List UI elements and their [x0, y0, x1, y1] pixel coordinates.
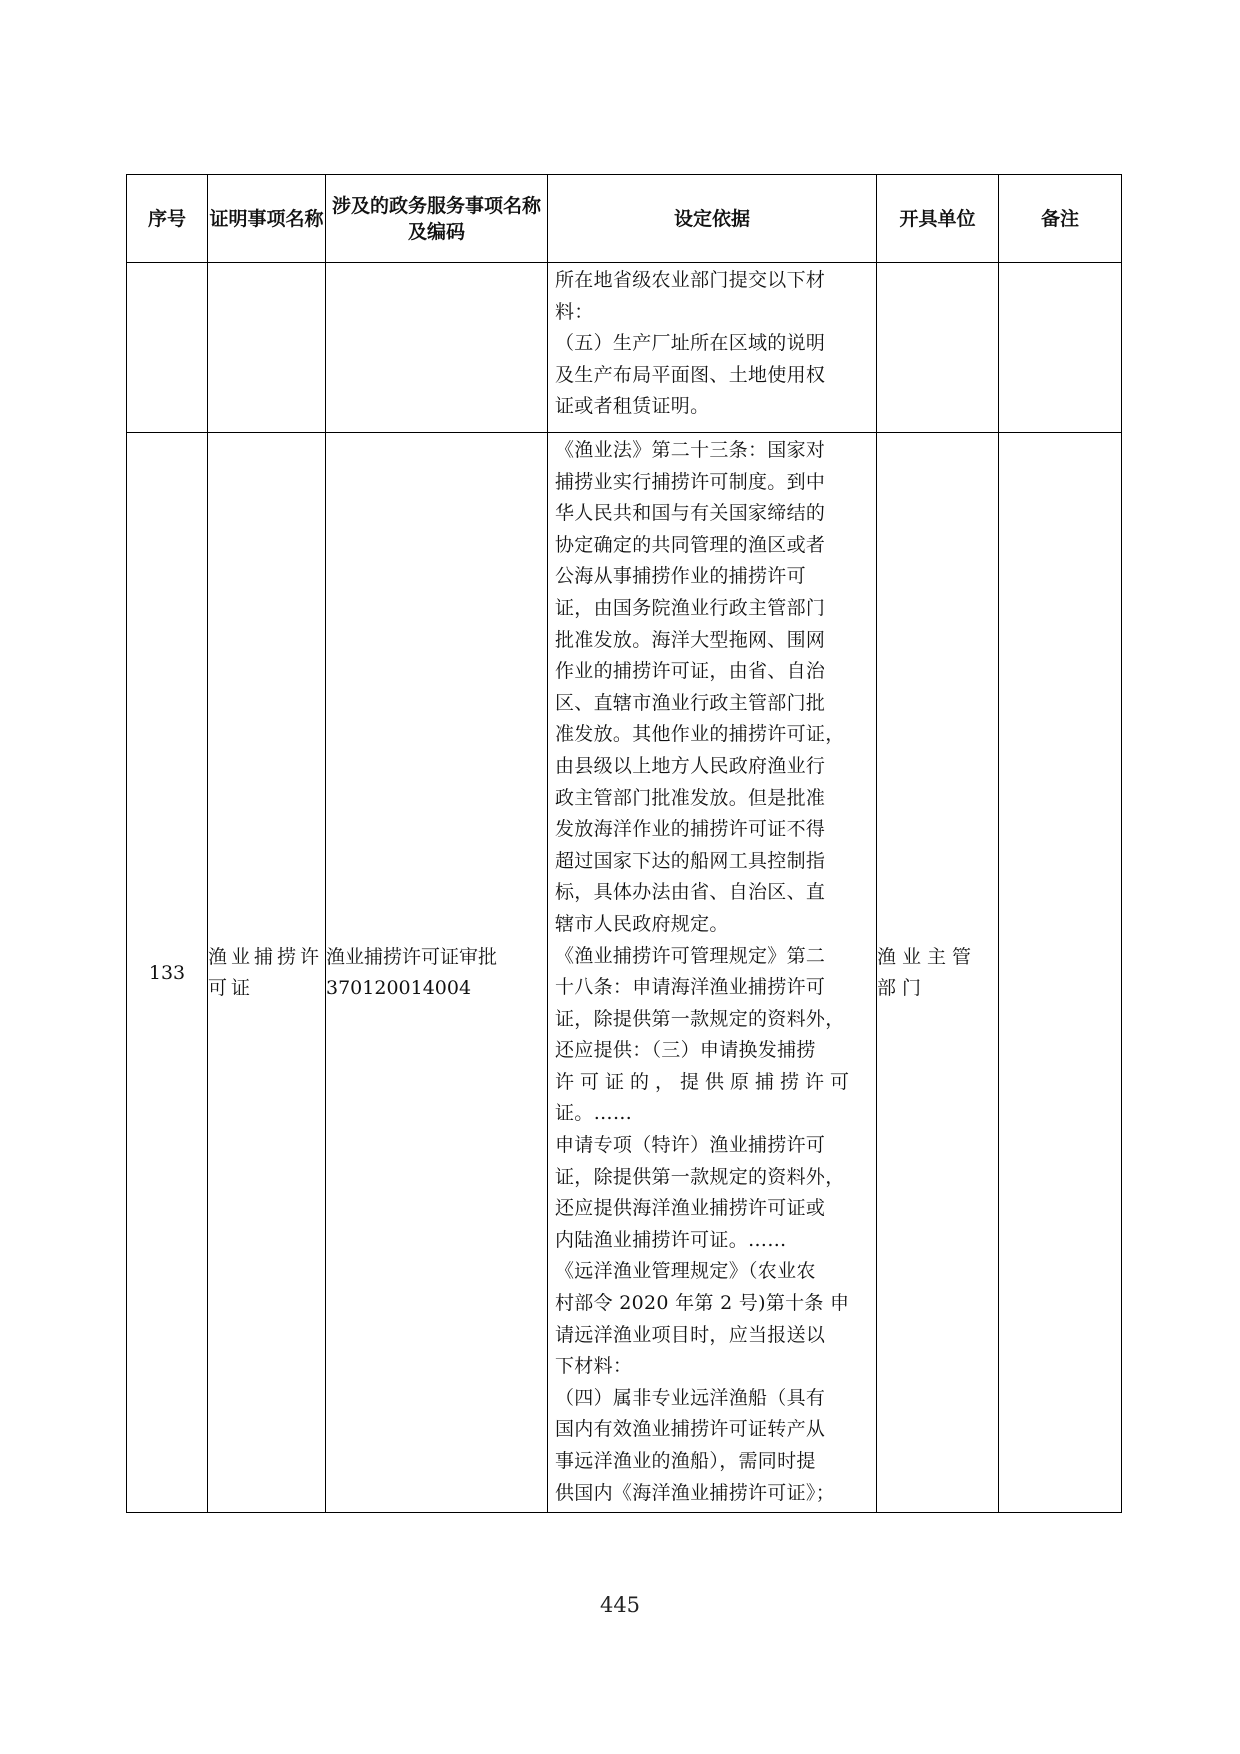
basis-line: 政主管部门批准发放。但是批准	[555, 786, 826, 809]
basis-line: 申请专项（特许）渔业捕捞许可	[555, 1134, 826, 1157]
seq-cell	[127, 263, 208, 433]
basis-text	[548, 433, 876, 1512]
basis-line: 华人民共和国与有关国家缔结的	[555, 502, 826, 525]
basis-line: 《远洋渔业管理规定》（农业农	[555, 1260, 816, 1283]
basis-line: 事远洋渔业的渔船），需同时提	[555, 1450, 816, 1472]
seq-cell: 133	[127, 433, 208, 1513]
basis-line: 证或者租赁证明。	[555, 395, 710, 418]
basis-line: 《渔业捕捞许可管理规定》第二	[555, 944, 826, 967]
basis-line: 协定确定的共同管理的渔区或者	[555, 533, 826, 556]
basis-line: 国内有效渔业捕捞许可证转产从	[555, 1418, 826, 1441]
issuer-cell	[877, 263, 999, 433]
basis-line: 所在地省级农业部门提交以下材	[555, 269, 826, 291]
basis-line: 许可证的，提供原捕捞许可	[555, 1070, 856, 1093]
basis-line: 证，除提供第一款规定的资料外，	[555, 1007, 845, 1030]
remarks-cell	[999, 433, 1122, 1513]
service-item-code: 370120014004	[326, 976, 472, 999]
basis-line: 由县级以上地方人民政府渔业行	[555, 754, 826, 777]
basis-line: 公海从事捕捞作业的捕捞许可	[555, 565, 806, 588]
basis-line: 还应提供：（三）申请换发捕捞	[555, 1039, 816, 1062]
basis-line: 证，除提供第一款规定的资料外，	[555, 1165, 845, 1188]
basis-line: 准发放。其他作业的捕捞许可证，	[555, 723, 845, 746]
basis-cell	[548, 263, 877, 433]
basis-line: 区、直辖市渔业行政主管部门批	[555, 691, 826, 714]
basis-text	[548, 263, 876, 426]
basis-line: 辖市人民政府规定。	[555, 912, 729, 935]
table-header-row	[127, 175, 1122, 263]
table-row	[127, 263, 1122, 433]
proof-name-text: 渔业捕捞许可证	[208, 945, 324, 999]
proof-name-cell	[208, 433, 326, 1513]
basis-line: 证，由国务院渔业行政主管部门	[555, 596, 826, 619]
header-service-item: 涉及的政务服务事项名称及编码	[326, 175, 548, 263]
header-remarks: 备注	[999, 175, 1122, 263]
basis-line: 及生产布局平面图、土地使用权	[555, 363, 826, 386]
basis-line: （四）属非专业远洋渔船（具有	[555, 1386, 826, 1409]
basis-line: 料：	[555, 300, 594, 323]
service-item-cell	[326, 433, 548, 1513]
basis-line: 下材料：	[555, 1355, 633, 1378]
basis-cell	[548, 433, 877, 1513]
basis-line: 还应提供海洋渔业捕捞许可证或	[555, 1197, 826, 1220]
proof-name-cell	[208, 263, 326, 433]
basis-line: 《渔业法》第二十三条：国家对	[555, 439, 826, 461]
basis-line: 证。……	[555, 1102, 633, 1125]
basis-line: 批准发放。海洋大型拖网、围网	[555, 628, 826, 651]
remarks-cell	[999, 263, 1122, 433]
header-proof-name: 证明事项名称	[208, 175, 326, 263]
service-item-name: 渔业捕捞许可证审批	[326, 945, 498, 968]
basis-line: 内陆渔业捕捞许可证。……	[555, 1228, 787, 1251]
basis-line: 请远洋渔业项目时，应当报送以	[555, 1323, 826, 1346]
header-basis: 设定依据	[548, 175, 877, 263]
header-seq: 序号	[127, 175, 208, 263]
basis-line: 十八条：申请海洋渔业捕捞许可	[555, 976, 826, 999]
basis-line: 村部令 2020 年第 2 号)第十条 申	[555, 1292, 850, 1315]
basis-line: 标，具体办法由省、自治区、直	[555, 881, 826, 904]
basis-line: 超过国家下达的船网工具控制指	[555, 849, 826, 872]
basis-line: 作业的捕捞许可证，由省、自治	[555, 660, 826, 683]
table-row	[127, 433, 1122, 1513]
issuer-cell	[877, 433, 999, 1513]
header-issuer: 开具单位	[877, 175, 999, 263]
basis-line: 发放海洋作业的捕捞许可证不得	[555, 818, 826, 841]
certification-table	[126, 174, 1122, 1513]
basis-line: （五）生产厂址所在区域的说明	[555, 332, 826, 355]
service-item-cell	[326, 263, 548, 433]
page-number: 445	[599, 1593, 641, 1617]
basis-line: 捕捞业实行捕捞许可制度。到中	[555, 470, 826, 493]
basis-line: 供国内《海洋渔业捕捞许可证》；	[555, 1481, 836, 1504]
issuer-text: 渔业主管部门	[877, 945, 978, 999]
